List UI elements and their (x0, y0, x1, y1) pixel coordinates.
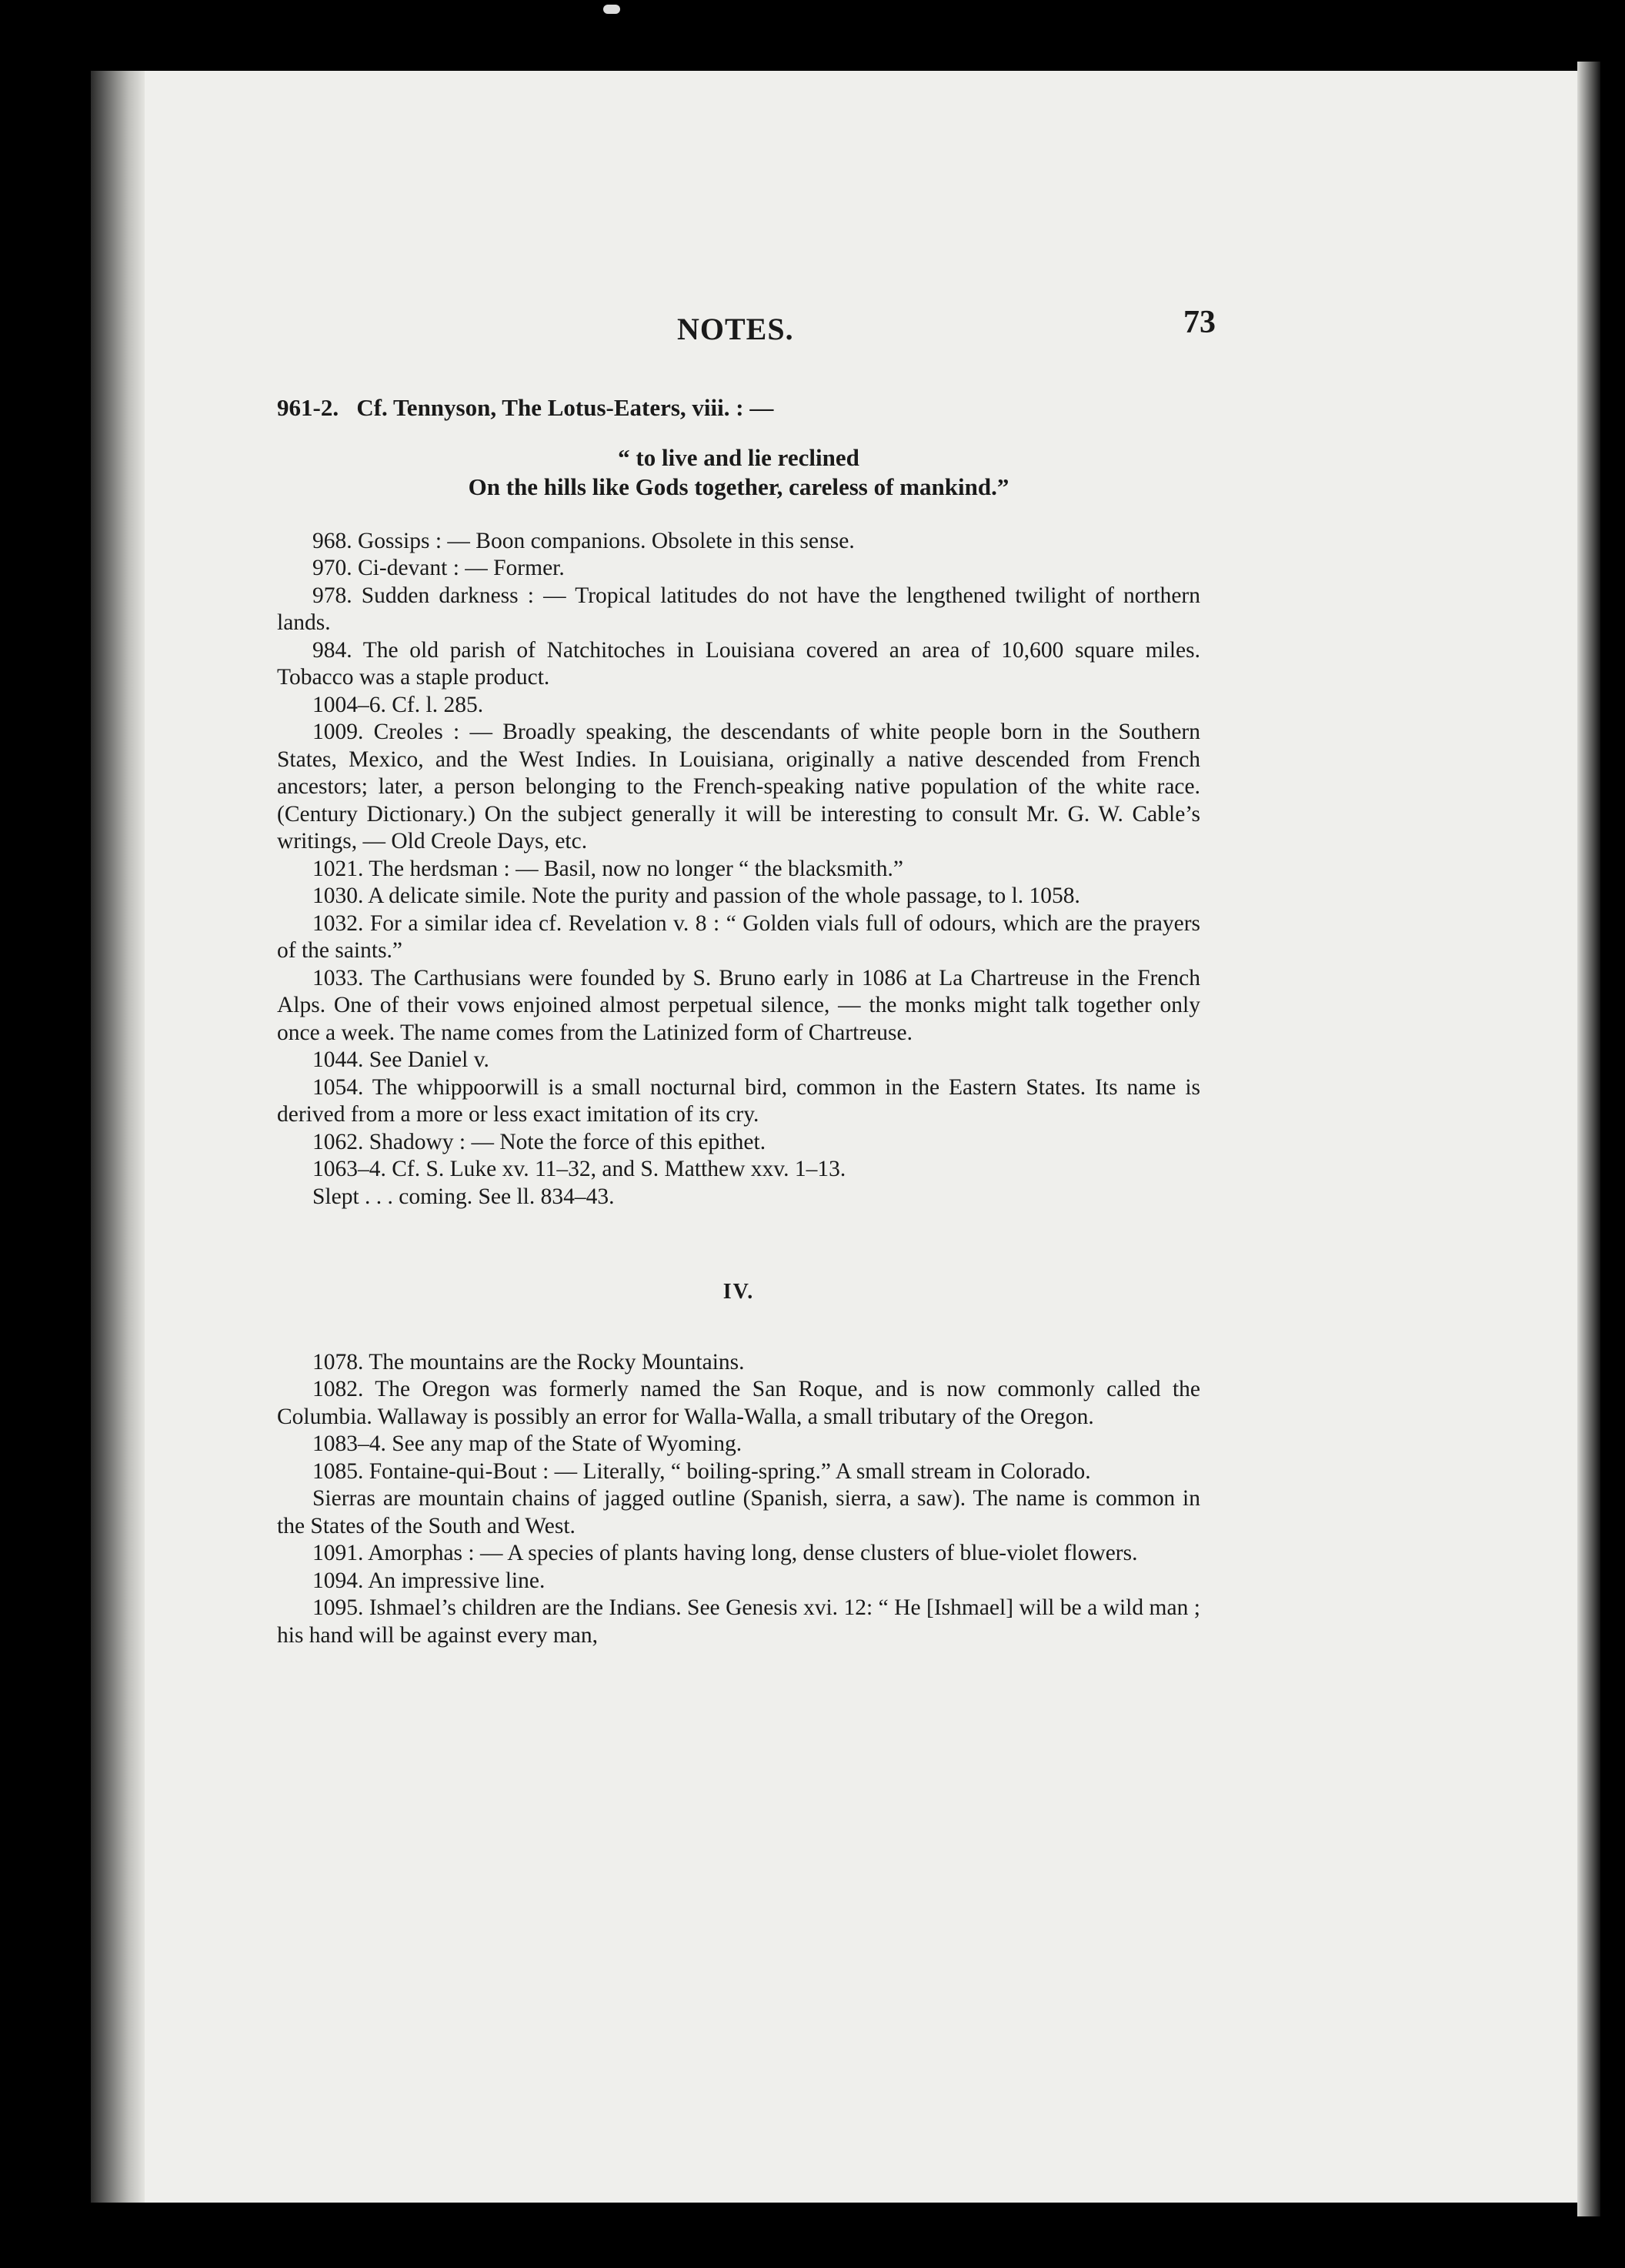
note-entry: 1083–4. See any map of the State of Wyoming. (312, 1431, 742, 1456)
note-entry: 1085. Fontaine-qui-Bout : — Literally, “ boiling-spring.” A small stream in Colorado. (312, 1458, 1091, 1484)
note-entry: 984. The old parish of Natchitoches in Louisiana covered an area of 10,600 square miles. Tobacco was a staple product. (277, 637, 1200, 690)
page-title: NOTES. (677, 312, 794, 346)
note-entry: 1033. The Carthusians were founded by S. Bruno early in 1086 at La Chartreuse in the French Alps. One of their vows enjoined almost perpetual silence, — the monks might talk together only once a week. The name comes from the Latinized form of Chartreuse. (277, 965, 1200, 1045)
note-entry: Sierras are mountain chains of jagged outline (Spanish, sierra, a saw). The name is common in the States of the South and West. (277, 1486, 1200, 1538)
page-edge (1577, 62, 1600, 2216)
intro-note (277, 394, 1200, 422)
note-entry: 978. Sudden darkness : — Tropical latitudes do not have the lengthened twilight of northern lands. (277, 583, 1200, 635)
note-entry: 1054. The whippoorwill is a small nocturnal bird, common in the Eastern States. Its name is derived from a more or less exact imitation of its cry. (277, 1074, 1200, 1127)
quote-line: “ to live and lie reclined (618, 443, 859, 471)
note-entry: 1021. The herdsman : — Basil, now no longer “ the blacksmith.” (312, 856, 903, 881)
page-content (277, 305, 1216, 1649)
note-entry: 1095. Ishmael’s children are the Indians. See Genesis xvi. 12: “ He [Ishmael] will be a wild man ; his hand will be against every man, (277, 1595, 1200, 1648)
section-heading: IV. (722, 1280, 755, 1304)
note-entry: 1094. An impressive line. (312, 1568, 546, 1593)
note-entry: 1004–6. Cf. l. 285. (312, 692, 484, 717)
block-quote (277, 443, 1200, 502)
note-entry: 1082. The Oregon was formerly named the San Roque, and is now commonly called the Columbia. Wallaway is possibly an error for Walla-Walla, a small tributary of the Oregon. (277, 1377, 1200, 1429)
running-header (277, 305, 1216, 362)
note-entry: 968. Gossips : — Boon companions. Obsolete in this sense. (312, 528, 855, 553)
note-entry: 1009. Creoles : — Broadly speaking, the descendants of white people born in the Southern States, Mexico, and the West Indies. In Louisiana, originally a native descended from French ancestors; later, a person belonging to the French-speaking native population of the white race. (Century Dictionary.) On the subject generally it will be interesting to consult Mr. G. W. Cable’s writings, — Old Creole Days, etc. (277, 720, 1200, 853)
note-entry: 970. Ci-devant : — Former. (312, 556, 565, 580)
note-entry: 1032. For a similar idea cf. Revelation v. 8 : “ Golden vials full of odours, which are the prayers of the saints.” (277, 910, 1200, 963)
note-entry: 1044. See Daniel v. (312, 1047, 489, 1072)
note-entry: 1030. A delicate simile. Note the purity and passion of the whole passage, to l. 1058. (312, 883, 1080, 908)
intro-text: Cf. Tennyson, The Lotus-Eaters, viii. : — (356, 394, 774, 421)
note-entry: 1063–4. Cf. S. Luke xv. 11–32, and S. Matthew xxv. 1–13. (312, 1157, 846, 1181)
scan-artifact (603, 5, 620, 14)
page-number: 73 (1183, 305, 1216, 340)
intro-ref: 961-2. (277, 394, 339, 421)
note-entry: 1062. Shadowy : — Note the force of this epithet. (312, 1129, 766, 1154)
note-entry: 1091. Amorphas : — A species of plants having long, dense clusters of blue-violet flowers. (312, 1541, 1138, 1565)
note-entry: 1078. The mountains are the Rocky Mountains. (312, 1349, 745, 1374)
note-entry: Slept . . . coming. See ll. 834–43. (312, 1184, 615, 1209)
book-binding-shadow (91, 71, 145, 2203)
quote-line: On the hills like Gods together, careless of mankind.” (468, 473, 1009, 500)
